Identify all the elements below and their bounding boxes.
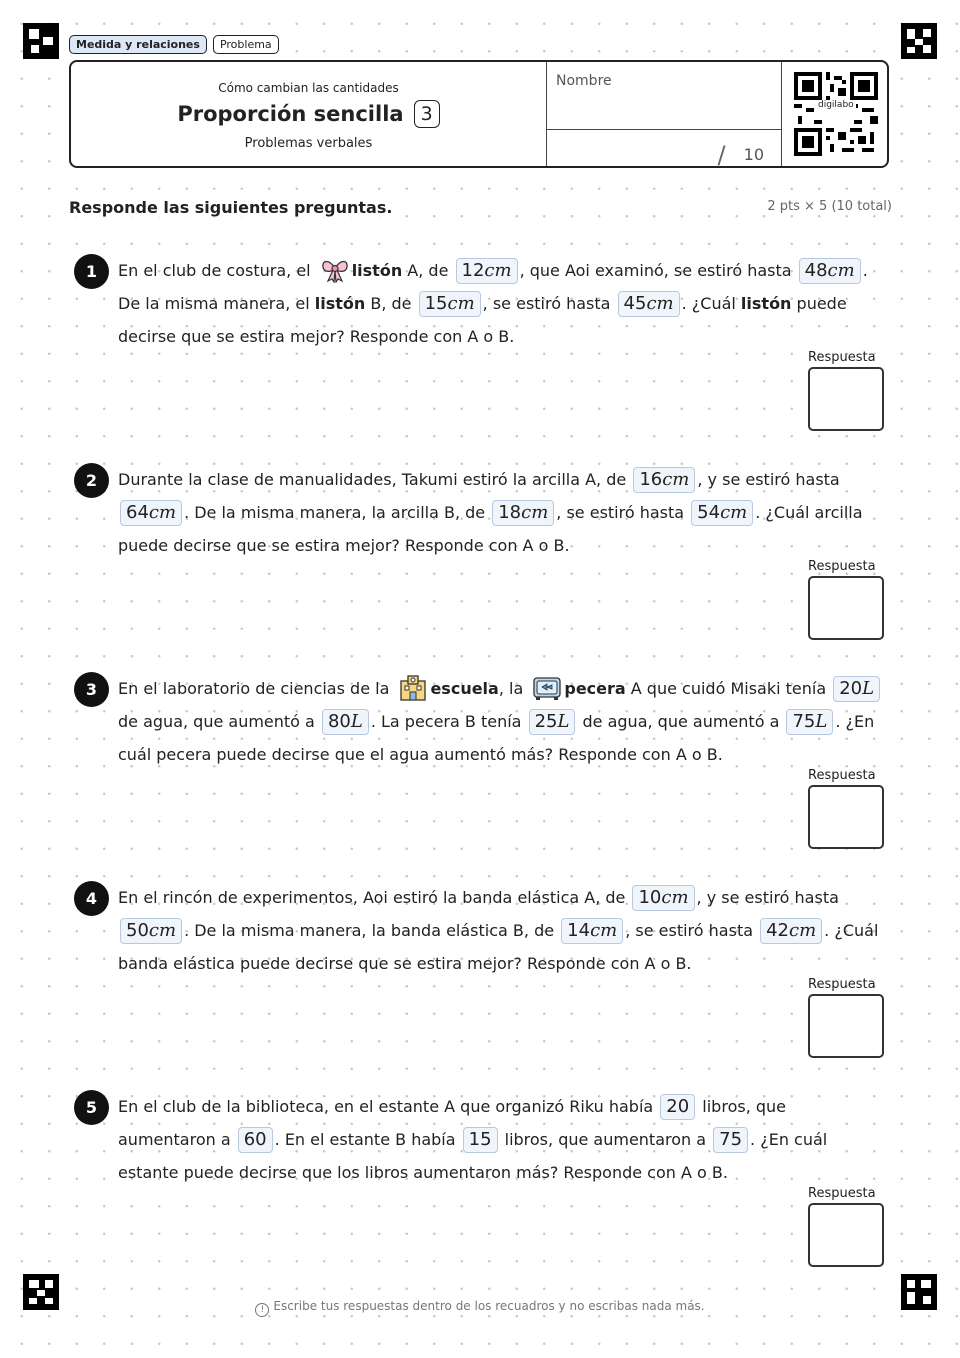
question-text: En el club de la biblioteca, en el estante A que organizó Riku había 20 libros, que aumentaron a 60 . En el estante B había 15 libros, que aumentaron a 75 . ¿En cuál estante puede decirse que los libros aumentaron más? Responde con A o B. — [118, 1096, 828, 1182]
worksheet-title — [71, 100, 546, 128]
name-divider — [547, 129, 782, 130]
question-text: Durante la clase de manualidades, Takumi estiró la arcilla A, de 16cm , y se estiró hasta 64cm . De la misma manera, la arcilla B, de 18cm , se estiró hasta 54cm . ¿Cuál arcilla puede decirse que se estira mejor? Responde con A o B. — [118, 469, 863, 555]
value-box: 15cm — [419, 291, 481, 317]
value-box: 54cm — [691, 500, 753, 526]
worksheet-number: 3 — [414, 100, 440, 128]
ribbon-icon — [320, 257, 350, 283]
value-box: 12cm — [456, 258, 518, 284]
answer-box-1[interactable] — [808, 367, 884, 431]
value-box: 14cm — [561, 918, 623, 944]
value-box: 20L — [833, 676, 880, 702]
answer-box-5[interactable] — [808, 1203, 884, 1267]
tag-type: Problema — [213, 35, 279, 54]
answer-label: Respuesta — [808, 559, 876, 574]
question-text: En el club de costura, el listón A, de 12cm , que Aoi examinó, se estiró hasta 48cm . De la misma manera, el listón B, de 15cm , se estiró hasta 45cm . ¿Cuál listón puede decirse que se estira mejor? Responde con A o B. — [118, 254, 888, 353]
info-icon: ! — [255, 1303, 269, 1317]
value-box: 20 — [660, 1094, 695, 1120]
answer-label: Respuesta — [808, 977, 876, 992]
question-number: 1 — [74, 254, 109, 289]
value-box: 60 — [238, 1127, 273, 1153]
name-field[interactable] — [546, 62, 782, 169]
qr-label: digilabo — [818, 100, 854, 110]
footer-note — [0, 1299, 960, 1317]
question-text: En el rincón de experimentos, Aoi estiró la banda elástica A, de 10cm , y se estiró hasta 50cm . De la misma manera, la banda elástica B, de 14cm , se estiró hasta 42cm . ¿Cuál banda elástica puede decirse que se estira mejor? Responde con A o B. — [118, 887, 879, 973]
value-box: 16cm — [633, 467, 695, 493]
corner-marker-top-left — [23, 23, 59, 59]
answer-box-4[interactable] — [808, 994, 884, 1058]
score-slash: / — [717, 141, 726, 169]
value-box: 50cm — [120, 918, 182, 944]
value-box: 18cm — [492, 500, 554, 526]
instructions: Responde las siguientes preguntas. — [69, 198, 393, 217]
worksheet-kind: Problemas verbales — [244, 136, 373, 151]
tag-list — [69, 35, 279, 54]
worksheet-subtitle: Cómo cambian las cantidades — [218, 81, 399, 95]
value-box: 15 — [463, 1127, 498, 1153]
answer-label: Respuesta — [808, 1186, 876, 1201]
question-number: 2 — [74, 463, 109, 498]
value-box: 45cm — [618, 291, 680, 317]
value-box: 75 — [713, 1127, 748, 1153]
value-box: 80L — [322, 709, 369, 735]
value-box: 42cm — [760, 918, 822, 944]
value-box: 64cm — [120, 500, 182, 526]
answer-label: Respuesta — [808, 768, 876, 783]
corner-marker-top-right — [901, 23, 937, 59]
worksheet-header — [69, 60, 889, 168]
title-block — [71, 62, 546, 166]
name-label: Nombre — [556, 73, 612, 89]
aquarium-icon — [532, 675, 562, 701]
worksheet-title-text: Proporción sencilla — [177, 102, 404, 126]
points-info: 2 pts × 5 (10 total) — [767, 199, 892, 214]
question-number: 4 — [74, 881, 109, 916]
footer-text: Escribe tus respuestas dentro de los recuadros y no escribas nada más. — [273, 1299, 705, 1313]
answer-box-2[interactable] — [808, 576, 884, 640]
value-box: 10cm — [632, 885, 694, 911]
value-box: 25L — [529, 709, 576, 735]
answer-label: Respuesta — [808, 350, 876, 365]
tag-topic: Medida y relaciones — [69, 35, 207, 54]
question-number: 3 — [74, 672, 109, 707]
school-icon — [398, 675, 428, 701]
question-text: En el laboratorio de ciencias de la escuela, la pecera A que cuidó Misaki tenía 20L de agua, que aumentó a 80L . La pecera B tenía 25L de agua, que aumentó a 75L . ¿En cuál pecera puede decirse que el agua aumentó más? Responde con A o B. — [118, 672, 888, 771]
score-field[interactable] — [717, 138, 764, 169]
score-total: 10 — [743, 145, 764, 164]
qr-code — [794, 72, 878, 156]
value-box: 48cm — [799, 258, 861, 284]
answer-box-3[interactable] — [808, 785, 884, 849]
question-number: 5 — [74, 1090, 109, 1125]
value-box: 75L — [786, 709, 833, 735]
qr-code-area — [781, 62, 888, 166]
